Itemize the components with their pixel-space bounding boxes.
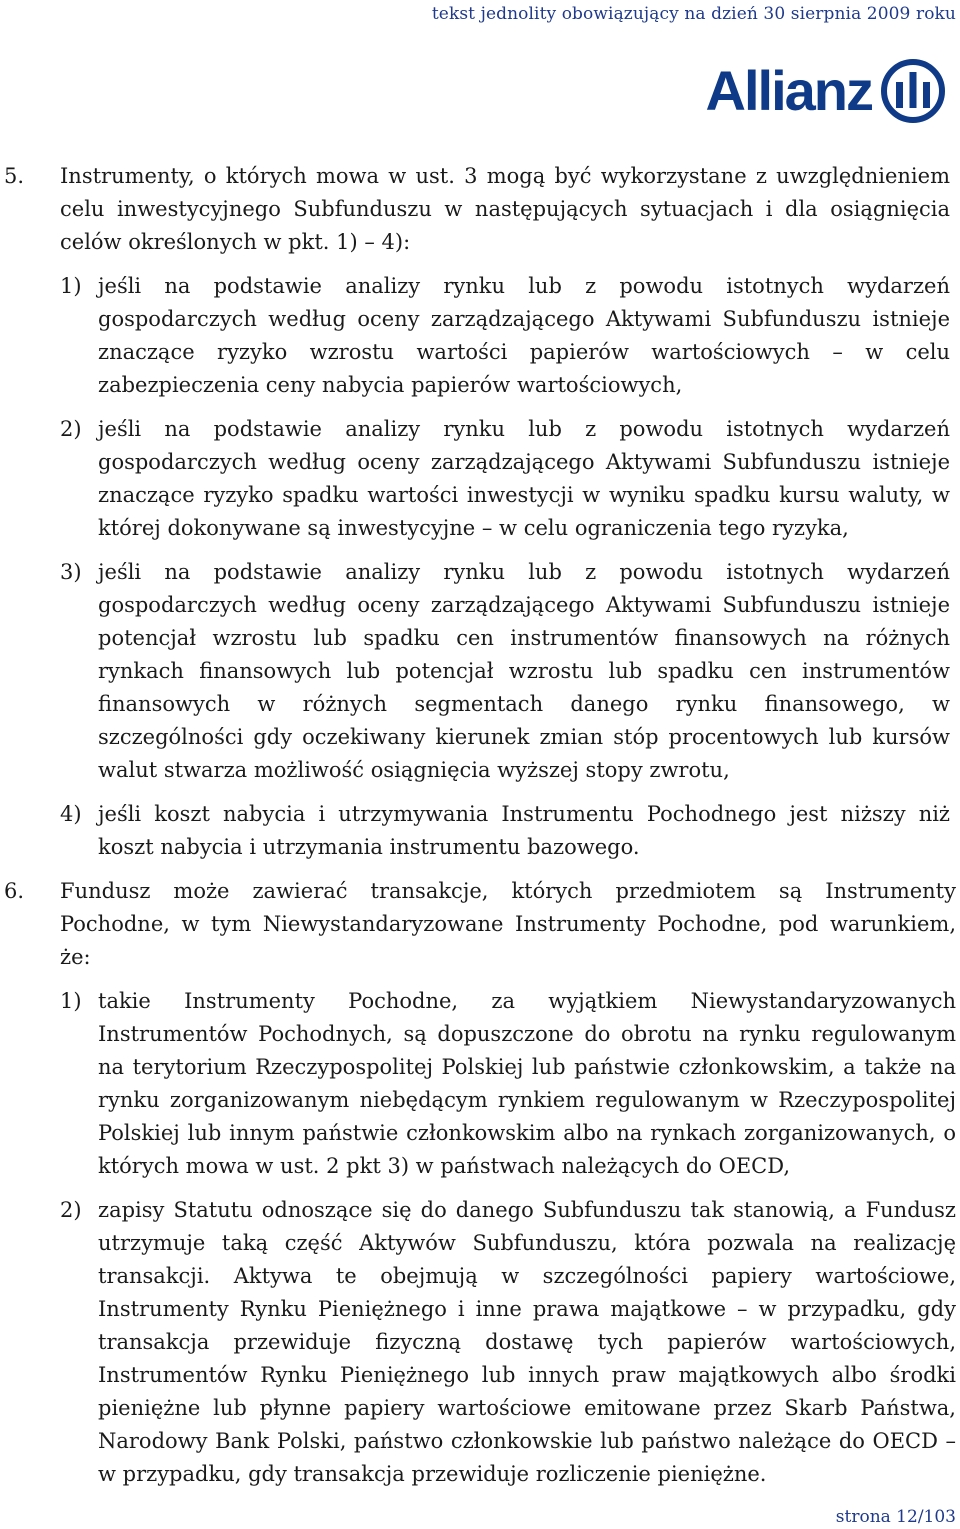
list-item-number: 3) <box>60 560 82 584</box>
list-item-text: jeśli na podstawie analizy rynku lub z powodu istotnych wydarzeń gospodarczych według oceny zarządzającego Aktywami Subfunduszu istnieje potencjał wzrostu lub spadku cen instrumentów finansowych na różnych rynkach finansowych lub potencjał wzrostu lub spadku cen instrumentów finansowych w różnych segmentach danego rynku finansowego, w szczególności gdy oczekiwany kierunek zmian stóp procentowych lub kursów walut stwarza możliwość osiągnięcia wyższej stopy zwrotu, <box>98 560 950 782</box>
paragraph-6 <box>0 875 958 974</box>
page-number: strona 12/103 <box>835 1507 956 1527</box>
list-item <box>0 270 958 402</box>
list-item-number: 1) <box>60 274 82 298</box>
document-body <box>0 160 958 1491</box>
list-item <box>0 985 958 1183</box>
paragraph-text: Fundusz może zawierać transakcje, których przedmiotem są Instrumenty Pochodne, w tym Niewystandaryzowane Instrumenty Pochodne, pod warunkiem, że: <box>60 879 956 969</box>
list-item <box>0 798 958 864</box>
paragraph-number: 6. <box>4 879 25 903</box>
list-item-text: takie Instrumenty Pochodne, za wyjątkiem Niewystandaryzowanych Instrumentów Pochodnych, są dopuszczone do obrotu na rynku regulowanym na terytorium Rzeczypospolitej Polskiej lub państwie członkowskim, a także na rynku zorganizowanym niebędącym rynkiem regulowanym w Rzeczypospolitej Polskiej lub innym państwie członkowskim albo na rynkach zorganizowanych, o których mowa w ust. 2 pkt 3) w państwach należących do OECD, <box>98 989 956 1178</box>
list-item <box>0 1194 958 1491</box>
list-item-number: 2) <box>60 417 82 441</box>
list-item-text: jeśli koszt nabycia i utrzymywania Instrumentu Pochodnego jest niższy niż koszt nabycia i utrzymania instrumentu bazowego. <box>98 802 950 859</box>
paragraph-5 <box>0 160 958 259</box>
list-item-text: zapisy Statutu odnoszące się do danego Subfunduszu tak stanowią, a Fundusz utrzymuje taką część Aktywów Subfunduszu, która pozwala na realizację transakcji. Aktywa te obejmują w szczególności papiery wartościowe, Instrumenty Rynku Pieniężnego i inne prawa majątkowe – w przypadku, gdy transakcja przewiduje fizyczną dostawę tych papierów wartościowych, Instrumentów Rynku Pieniężnego lub innych praw majątkowych albo środki pieniężne lub płynne papiery wartościowe emitowane przez Skarb Państwa, Narodowy Bank Polski, państwo członkowskie lub państwo należące do OECD – w przypadku, gdy transakcja przewiduje rozliczenie pieniężne. <box>98 1198 956 1486</box>
list-item-number: 1) <box>60 989 82 1013</box>
list-item-text: jeśli na podstawie analizy rynku lub z powodu istotnych wydarzeń gospodarczych według oceny zarządzającego Aktywami Subfunduszu istnieje znaczące ryzyko spadku wartości inwestycji w wyniku spadku kursu waluty, w której dokonywane są inwestycyjne – w celu ograniczenia tego ryzyka, <box>98 417 950 540</box>
list-item <box>0 556 958 787</box>
paragraph-number: 5. <box>4 164 25 188</box>
allianz-logo <box>706 56 946 126</box>
header-note: tekst jednolity obowiązujący na dzień 30 sierpnia 2009 roku <box>431 4 956 24</box>
list-item <box>0 413 958 545</box>
list-item-number: 2) <box>60 1198 82 1222</box>
logo-wordmark: Allianz <box>705 59 872 122</box>
paragraph-text: Instrumenty, o których mowa w ust. 3 mogą być wykorzystane z uwzględnieniem celu inwestycyjnego Subfunduszu w następujących sytuacjach i dla osiągnięcia celów określonych w pkt. 1) – 4): <box>60 164 950 254</box>
allianz-eagle-icon <box>880 58 946 124</box>
list-item-number: 4) <box>60 802 82 826</box>
list-item-text: jeśli na podstawie analizy rynku lub z powodu istotnych wydarzeń gospodarczych według oceny zarządzającego Aktywami Subfunduszu istnieje znaczące ryzyko wzrostu wartości papierów wartościowych – w celu zabezpieczenia ceny nabycia papierów wartościowych, <box>98 274 950 397</box>
